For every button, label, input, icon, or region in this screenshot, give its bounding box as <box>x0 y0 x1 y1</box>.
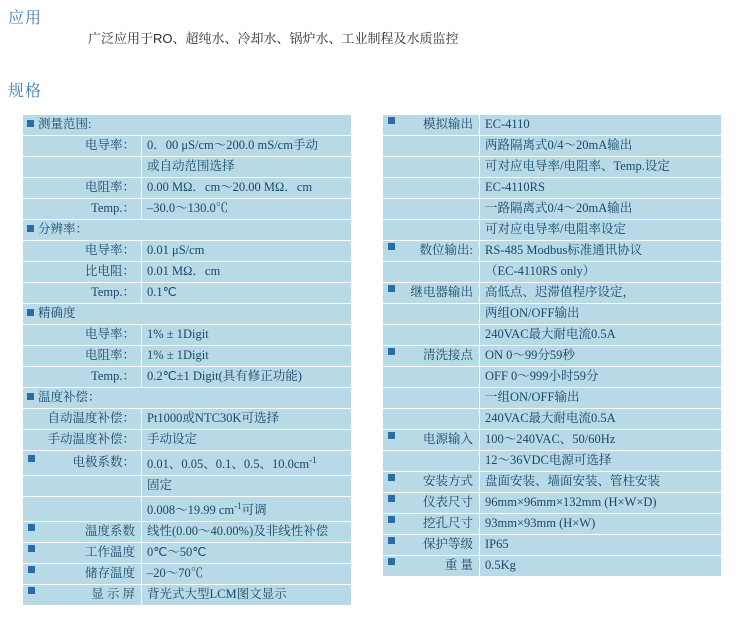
spec-label-cell <box>383 136 479 156</box>
spec-label: 温度系数 <box>84 524 135 539</box>
spec-label: 显 示 屏 <box>91 587 135 602</box>
spec-group-label-cell <box>383 535 479 555</box>
spec-label: 储存温度 <box>84 566 135 581</box>
spec-value-cell: 一组ON/OFF输出 <box>480 388 721 408</box>
spec-value-cell: 0℃～50℃ <box>142 543 351 563</box>
bullet-square-icon <box>27 120 34 127</box>
table-row <box>23 157 351 177</box>
table-row <box>23 409 351 429</box>
spec-group-label-cell <box>383 514 479 534</box>
spec-value-cell: 240VAC最大耐电流0.5A <box>480 409 721 429</box>
spec-label-cell <box>383 367 479 387</box>
spec-value-cell: 两路隔离式0/4～20mA输出 <box>480 136 721 156</box>
table-row <box>383 220 721 240</box>
spec-value-cell: IP65 <box>480 535 721 555</box>
table-row <box>383 283 721 303</box>
spec-label-cell <box>23 241 141 261</box>
bullet-square-icon <box>27 225 34 232</box>
spec-value-cell: 93mm×93mm (H×W) <box>480 514 721 534</box>
table-row <box>383 157 721 177</box>
spec-label: 电导率： <box>84 138 135 152</box>
spec-group-label: 温度补偿： <box>38 390 101 404</box>
spec-value-cell: 背光式大型LCM图文显示 <box>142 585 351 605</box>
spec-value-cell: 0.00 MΩ．cm～20.00 MΩ．cm <box>142 178 351 198</box>
spec-group-label-cell <box>23 564 141 584</box>
spec-label: Temp.： <box>91 369 135 383</box>
spec-label: 挖孔尺寸 <box>422 516 473 530</box>
spec-group-label: 分辨率： <box>38 222 89 236</box>
spec-label: 电阻率： <box>84 180 135 194</box>
spec-label: 重 量 <box>444 558 473 572</box>
table-row <box>23 543 351 563</box>
table-row <box>23 367 351 387</box>
bullet-square-icon <box>388 432 395 439</box>
spec-group-label-cell <box>383 430 479 450</box>
spec-label-cell <box>23 157 141 177</box>
spec-label-cell <box>383 178 479 198</box>
spec-value-cell: 0.5Kg <box>480 556 721 576</box>
spec-label-cell <box>23 199 141 219</box>
table-row <box>383 388 721 408</box>
bullet-square-icon <box>388 474 395 481</box>
bullet-square-icon <box>388 495 395 502</box>
spec-value-cell: 0.01、0.05、0.1、0.5、$10.0cm^{-1}$ <box>142 451 351 475</box>
table-row <box>383 472 721 492</box>
spec-value-cell: 0．00 μS/cm～200.0 mS/cm手动 <box>142 136 351 156</box>
spec-label: 数位输出: <box>419 243 473 257</box>
table-row <box>23 220 351 240</box>
spec-label-cell <box>383 325 479 345</box>
spec-label: 电源输入 <box>422 432 473 446</box>
spec-label-cell <box>23 283 141 303</box>
spec-label-cell <box>383 220 479 240</box>
spec-value-cell: 0.1℃ <box>142 283 351 303</box>
spec-table-left-body <box>23 115 351 605</box>
spec-label-cell <box>383 304 479 324</box>
spec-label: 电导率： <box>84 327 135 341</box>
spec-label-cell <box>23 497 141 521</box>
spec-label: 电阻率： <box>84 348 135 362</box>
spec-value-cell: EC-4110 <box>480 115 721 135</box>
table-row <box>383 451 721 471</box>
table-row <box>23 564 351 584</box>
table-row <box>23 497 351 521</box>
spec-group-label-cell <box>383 472 479 492</box>
spec-value-cell: 100～240VAC、50/60Hz <box>480 430 721 450</box>
bullet-square-icon <box>28 566 35 573</box>
spec-label: 自动温度补偿： <box>47 411 135 425</box>
spec-group-label: 测量范围: <box>38 117 92 131</box>
spec-label-cell <box>23 136 141 156</box>
spec-label: Temp.： <box>91 201 135 215</box>
spec-value-cell: 或自动范围选择 <box>142 157 351 177</box>
spec-value-cell: 手动设定 <box>142 430 351 450</box>
bullet-square-icon <box>388 537 395 544</box>
spec-value-cell: 可对应电导率/电阻率、Temp.设定 <box>480 157 721 177</box>
table-row <box>383 493 721 513</box>
table-row <box>383 304 721 324</box>
bullet-square-icon <box>28 545 35 552</box>
spec-label-cell <box>23 178 141 198</box>
bullet-square-icon <box>28 455 35 462</box>
spec-label: 保护等级 <box>422 537 473 551</box>
spec-label-cell <box>383 262 479 282</box>
bullet-square-icon <box>388 285 395 292</box>
spec-group-header <box>23 304 351 324</box>
table-row <box>23 199 351 219</box>
spec-group-header <box>23 220 351 240</box>
spec-label-cell <box>383 409 479 429</box>
table-row <box>383 199 721 219</box>
application-heading: 应用 <box>8 10 43 27</box>
spec-value-cell: 一路隔离式0/4～20mA输出 <box>480 199 721 219</box>
spec-group-label-cell <box>23 543 141 563</box>
table-row <box>383 409 721 429</box>
bullet-square-icon <box>28 524 35 531</box>
spec-value-cell: –20～70℃ <box>142 564 351 584</box>
table-row <box>23 585 351 605</box>
table-row <box>23 325 351 345</box>
spec-label: 清洗接点 <box>422 348 473 362</box>
spec-group-label-cell <box>23 585 141 605</box>
spec-value-cell: RS-485 Modbus标准通讯协议 <box>480 241 721 261</box>
table-row <box>383 178 721 198</box>
bullet-square-icon <box>27 393 34 400</box>
spec-label: 电极系数： <box>72 455 135 470</box>
spec-value-cell: （EC-4110RS only） <box>480 262 721 282</box>
table-row <box>23 476 351 496</box>
spec-label-cell <box>23 262 141 282</box>
table-row <box>23 451 351 475</box>
spec-value-cell: 1% ± 1Digit <box>142 325 351 345</box>
spec-table-left <box>22 114 352 606</box>
table-row <box>23 430 351 450</box>
bullet-square-icon <box>388 516 395 523</box>
spec-value-cell: 0.01 μS/cm <box>142 241 351 261</box>
table-row <box>23 388 351 408</box>
spec-value-cell: 可对应电导率/电阻率设定 <box>480 220 721 240</box>
spec-value-cell: 0.2℃±1 Digit(具有修正功能) <box>142 367 351 387</box>
table-row <box>23 346 351 366</box>
table-row <box>383 535 721 555</box>
spec-group-label-cell <box>383 556 479 576</box>
table-row <box>383 430 721 450</box>
spec-label: 模拟输出 <box>422 117 473 131</box>
spec-value-cell: 高低点、迟滞值程序设定， <box>480 283 721 303</box>
spec-label-cell <box>383 199 479 219</box>
bullet-square-icon <box>388 117 395 124</box>
spec-label-cell <box>383 388 479 408</box>
spec-value-cell: 0.008～19.99 $cm^{-1}$可调 <box>142 497 351 521</box>
spec-label-cell <box>23 476 141 496</box>
table-row <box>383 346 721 366</box>
spec-value-cell: ON 0～99分59秒 <box>480 346 721 366</box>
spec-label: 工作温度 <box>84 545 135 560</box>
table-row <box>23 115 351 135</box>
spec-label: 比电阻： <box>84 264 135 278</box>
spec-group-label: 精确度 <box>38 306 76 320</box>
spec-label: Temp.： <box>91 285 135 299</box>
spec-value-cell: EC-4110RS <box>480 178 721 198</box>
spec-value-cell: Pt1000或NTC30K可选择 <box>142 409 351 429</box>
spec-label-cell <box>23 346 141 366</box>
spec-value-cell: 1% ± 1Digit <box>142 346 351 366</box>
spec-group-header <box>23 388 351 408</box>
spec-value-cell: 线性(0.00～40.00%)及非线性补偿 <box>142 522 351 542</box>
spec-value-cell: OFF 0～999小时59分 <box>480 367 721 387</box>
spec-label-cell <box>23 430 141 450</box>
spec-group-label-cell <box>23 451 141 475</box>
table-row <box>23 522 351 542</box>
table-row <box>383 514 721 534</box>
spec-value-cell: 0.01 MΩ．cm <box>142 262 351 282</box>
spec-group-label-cell <box>383 283 479 303</box>
table-row <box>23 178 351 198</box>
table-row <box>23 262 351 282</box>
spec-group-label-cell <box>23 522 141 542</box>
bullet-square-icon <box>388 558 395 565</box>
table-row <box>23 241 351 261</box>
spec-label-cell <box>23 367 141 387</box>
spec-group-label-cell <box>383 493 479 513</box>
spec-group-label-cell <box>383 346 479 366</box>
spec-label: 手动温度补偿： <box>47 432 135 446</box>
spec-group-label-cell <box>383 115 479 135</box>
table-row <box>383 367 721 387</box>
spec-value-cell: 96mm×96mm×132mm (H×W×D) <box>480 493 721 513</box>
table-row <box>23 304 351 324</box>
table-row <box>383 136 721 156</box>
spec-table-right <box>382 114 722 577</box>
table-row <box>383 556 721 576</box>
table-row <box>23 283 351 303</box>
spec-group-header <box>23 115 351 135</box>
table-row <box>383 241 721 261</box>
spec-label: 继电器输出 <box>410 285 473 299</box>
spec-value-cell: –30.0～130.0℃ <box>142 199 351 219</box>
table-row <box>383 325 721 345</box>
bullet-square-icon <box>27 309 34 316</box>
table-row <box>23 136 351 156</box>
spec-label: 仪表尺寸 <box>422 495 473 509</box>
specification-heading: 规格 <box>8 83 43 100</box>
table-row <box>383 115 721 135</box>
spec-label-cell <box>383 451 479 471</box>
spec-label-cell <box>383 157 479 177</box>
spec-value-cell: 固定 <box>142 476 351 496</box>
spec-table-right-body <box>383 115 721 576</box>
spec-group-label-cell <box>383 241 479 261</box>
spec-label: 电导率： <box>84 243 135 257</box>
application-description: 广泛应用于RO、超纯水、冷却水、锅炉水、工业制程及水质监控 <box>88 31 459 46</box>
spec-value-cell: 盘面安装、墙面安装、管柱安装 <box>480 472 721 492</box>
bullet-square-icon <box>388 243 395 250</box>
table-row <box>383 262 721 282</box>
bullet-square-icon <box>28 587 35 594</box>
spec-label-cell <box>23 325 141 345</box>
spec-label: 安装方式 <box>422 474 473 488</box>
spec-value-cell: 240VAC最大耐电流0.5A <box>480 325 721 345</box>
bullet-square-icon <box>388 348 395 355</box>
spec-value-cell: 两组ON/OFF输出 <box>480 304 721 324</box>
spec-value-cell: 12～36VDC电源可选择 <box>480 451 721 471</box>
spec-label-cell <box>23 409 141 429</box>
